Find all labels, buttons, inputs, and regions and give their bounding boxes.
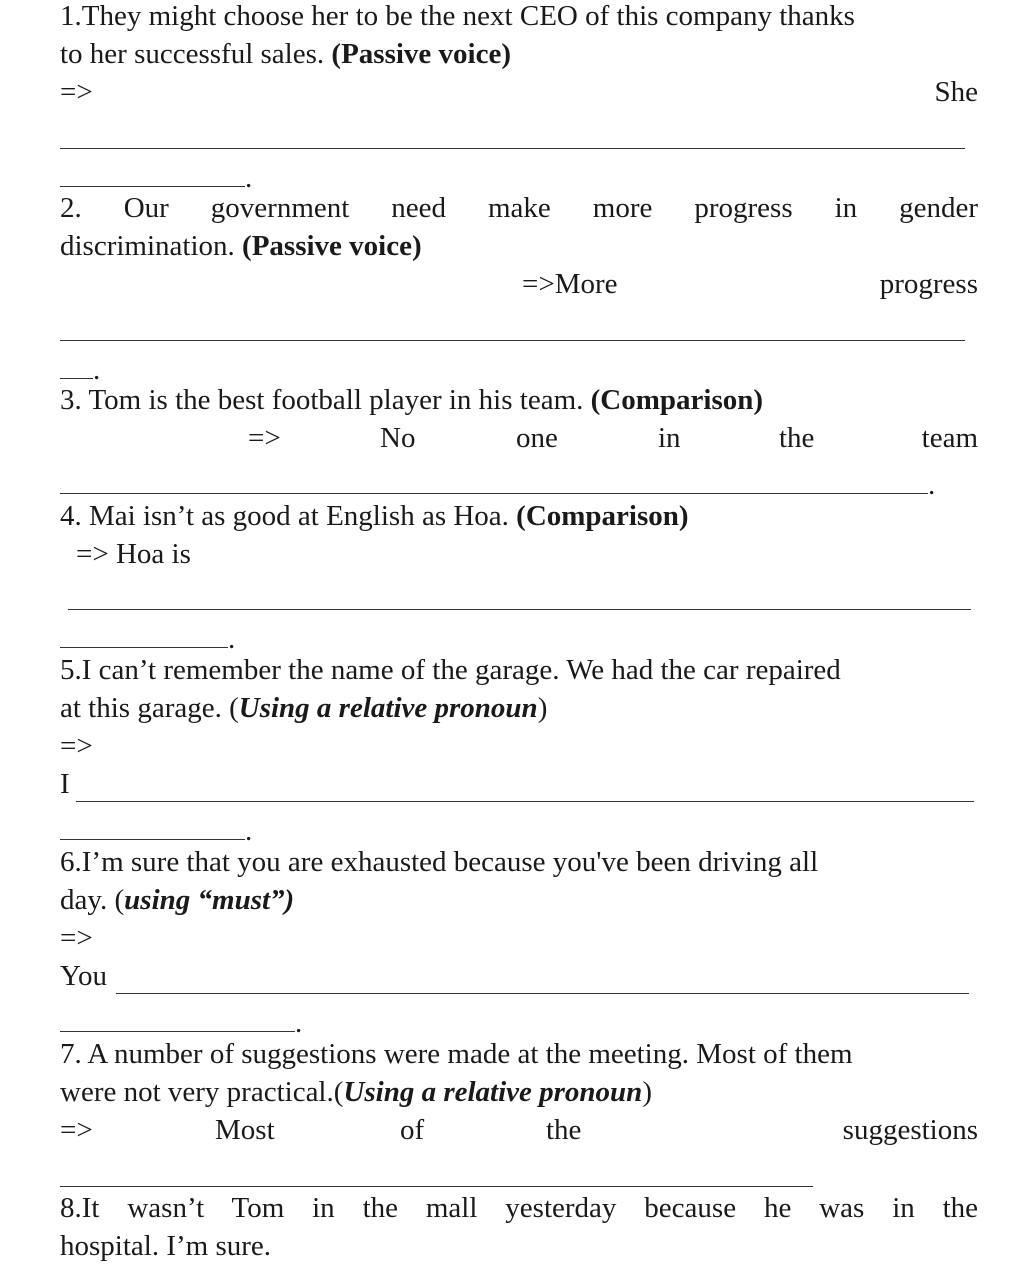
q5-answer-blank-2[interactable]	[60, 839, 245, 840]
q3-prompt-line1: 3. Tom is the best football player in his team. (Comparison)	[60, 384, 764, 416]
q4-end-period: .	[228, 623, 236, 655]
q4-answer-start: => Hoa is	[76, 538, 191, 570]
q7-hint: Using a relative pronoun	[343, 1076, 643, 1108]
q7-word-most: Most	[215, 1114, 275, 1146]
q3-word-team: team	[921, 422, 978, 454]
q3-arrow: =>	[248, 422, 281, 454]
q1-start-word: She	[934, 76, 978, 108]
q7-word-suggestions: suggestions	[842, 1114, 978, 1146]
q3-end-period: .	[928, 469, 936, 501]
q7-arrow: =>	[60, 1114, 93, 1146]
q7-prompt-line1: 7. A number of suggestions were made at the meeting. Most of them	[60, 1038, 853, 1070]
q2-start-word: progress	[879, 268, 978, 300]
q2-end-period: .	[93, 354, 101, 386]
q6-answer-blank-2[interactable]	[60, 1031, 295, 1032]
q1-arrow: =>	[60, 76, 93, 108]
q5-end-period: .	[245, 815, 253, 847]
q1-end-period: .	[245, 162, 253, 194]
q5-arrow: =>	[60, 730, 93, 762]
q4-hint: (Comparison)	[516, 500, 689, 532]
q5-start-word: I	[60, 768, 70, 800]
q3-word-no: No	[380, 422, 416, 454]
q6-answer-blank-1[interactable]	[116, 993, 969, 994]
q4-answer-blank-1[interactable]	[68, 609, 971, 610]
q2-answer-start	[60, 265, 978, 303]
q3-word-in: in	[658, 422, 681, 454]
q6-hint: using “must”)	[124, 884, 295, 916]
q3-hint: (Comparison)	[590, 384, 764, 416]
q1-prompt-line1: 1.They might choose her to be the next CEO of this company thanks	[60, 0, 855, 32]
q7-answer-start	[60, 1111, 978, 1149]
q1-answer-blank-2[interactable]	[60, 186, 245, 187]
q5-prompt-line2: at this garage. (Using a relative pronoun)	[60, 692, 548, 724]
q2-answer-blank-1[interactable]	[60, 340, 965, 341]
q3-word-one: one	[516, 422, 558, 454]
q6-prompt-line1: 6.I’m sure that you are exhausted because you've been driving all	[60, 846, 819, 878]
q1-answer-start	[60, 73, 978, 111]
q7-answer-blank[interactable]	[60, 1186, 813, 1187]
q5-prompt-line1: 5.I can’t remember the name of the garage. We had the car repaired	[60, 654, 841, 686]
q6-end-period: .	[295, 1007, 303, 1039]
q5-hint: Using a relative pronoun	[238, 692, 538, 724]
q4-prompt-line1: 4. Mai isn’t as good at English as Hoa. (Comparison)	[60, 500, 689, 532]
q5-answer-blank-1[interactable]	[76, 801, 974, 802]
q7-prompt-line2: were not very practical.(Using a relative pronoun)	[60, 1076, 652, 1108]
q2-prompt-line1: 2. Our government need make more progress in gender	[60, 192, 978, 224]
q6-prompt-line2: day. (using “must”)	[60, 884, 295, 916]
q6-start-word: You	[60, 960, 108, 992]
q3-word-the: the	[779, 422, 815, 454]
q1-answer-blank-1[interactable]	[60, 148, 965, 149]
q6-arrow: =>	[60, 922, 93, 954]
q1-hint: (Passive voice)	[331, 38, 511, 70]
q1-prompt-line2: to her successful sales. (Passive voice)	[60, 38, 511, 70]
q2-arrow-more: =>More	[522, 268, 618, 300]
q7-word-the: the	[546, 1114, 582, 1146]
q4-answer-blank-2[interactable]	[60, 647, 228, 648]
q3-answer-start	[60, 419, 978, 457]
q3-answer-blank[interactable]	[60, 493, 928, 494]
q2-answer-blank-2[interactable]	[60, 378, 93, 379]
q2-prompt-line2: discrimination. (Passive voice)	[60, 230, 422, 262]
q8-prompt-line2: hospital. I’m sure.	[60, 1230, 272, 1262]
q7-word-of: of	[400, 1114, 425, 1146]
q8-prompt-line1: 8.It wasn’t Tom in the mall yesterday because he was in the	[60, 1192, 978, 1224]
q2-hint: (Passive voice)	[242, 230, 422, 262]
